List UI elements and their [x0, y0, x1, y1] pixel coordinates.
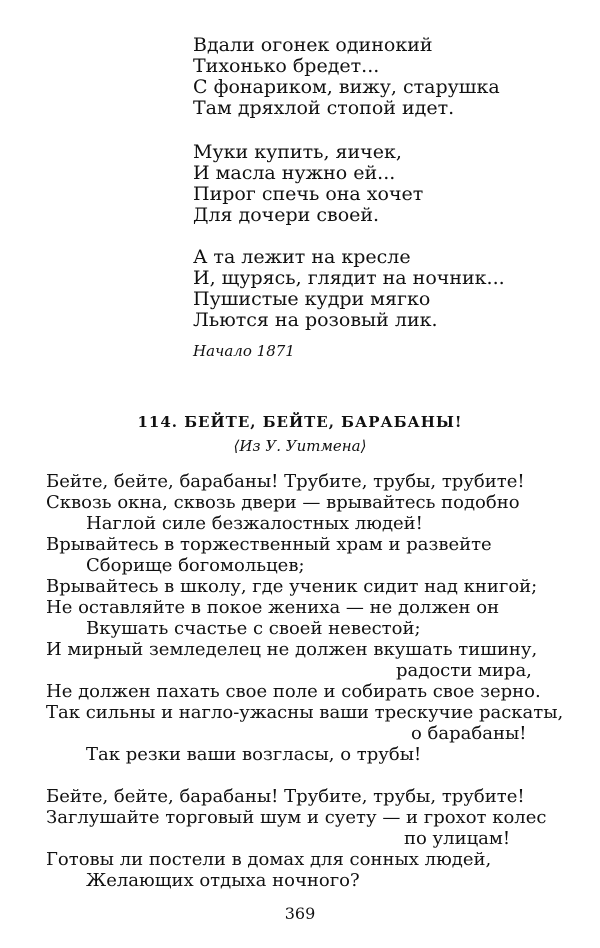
poem-subtitle: ⟨Из У. Уитмена⟩ — [233, 437, 367, 455]
poem-line: И масла нужно ей... — [193, 162, 396, 184]
poem-line: по улицам! — [404, 828, 511, 849]
poem-line: И, щурясь, глядит на ночник... — [193, 267, 505, 289]
poem-date: Начало 1871 — [193, 342, 295, 360]
poem-line: Вдали огонек одинокий — [193, 34, 433, 56]
poem-line: Там дряхлой стопой идет. — [193, 97, 455, 119]
poem-line: Так резки ваши возгласы, о трубы! — [86, 744, 422, 765]
poem-line: Тихонько бредет... — [193, 55, 380, 77]
poem-line: Муки купить, яичек, — [193, 141, 402, 163]
poem-line: Так сильны и нагло-ужасны ваши трескучие раскаты, — [46, 702, 564, 723]
poem-line: Пирог спечь она хочет — [193, 183, 424, 205]
poem-line: Бейте, бейте, барабаны! Трубите, трубы, трубите! — [46, 471, 525, 492]
poem-line: Пушистые кудри мягко — [193, 288, 431, 310]
poem-line: радости мира, — [396, 660, 532, 681]
poem-line: Не оставляйте в покое жениха — не должен он — [46, 597, 500, 618]
poem-line: Не должен пахать свое поле и собирать свое зерно. — [46, 681, 541, 702]
poem-line: Для дочери своей. — [193, 204, 380, 226]
poem-line: А та лежит на кресле — [193, 246, 411, 268]
poem-line: Врывайтесь в торжественный храм и развейте — [46, 534, 492, 555]
poem-line: Заглушайте торговый шум и суету — и грохот колес — [46, 807, 547, 828]
poem-line: Вкушать счастье с своей невестой; — [86, 618, 421, 639]
poem-line: Сборище богомольцев; — [86, 555, 305, 576]
poem-line: С фонариком, вижу, старушка — [193, 76, 500, 98]
poem-line: Готовы ли постели в домах для сонных людей, — [46, 849, 492, 870]
page-number: 369 — [284, 904, 316, 923]
poem-title: 114. БЕЙТЕ, БЕЙТЕ, БАРАБАНЫ! — [137, 413, 463, 431]
poem-line: И мирный земледелец не должен вкушать тишину, — [46, 639, 538, 660]
poem-line: Врывайтесь в школу, где ученик сидит над книгой; — [46, 576, 538, 597]
poem-line: о барабаны! — [411, 723, 527, 744]
poem-line: Желающих отдыха ночного? — [86, 870, 360, 891]
poem-line: Бейте, бейте, барабаны! Трубите, трубы, трубите! — [46, 786, 525, 807]
poem-line: Наглой силе безжалостных людей! — [86, 513, 423, 534]
poem-line: Сквозь окна, сквозь двери — врывайтесь подобно — [46, 492, 520, 513]
poem-line: Льются на розовый лик. — [193, 309, 438, 331]
